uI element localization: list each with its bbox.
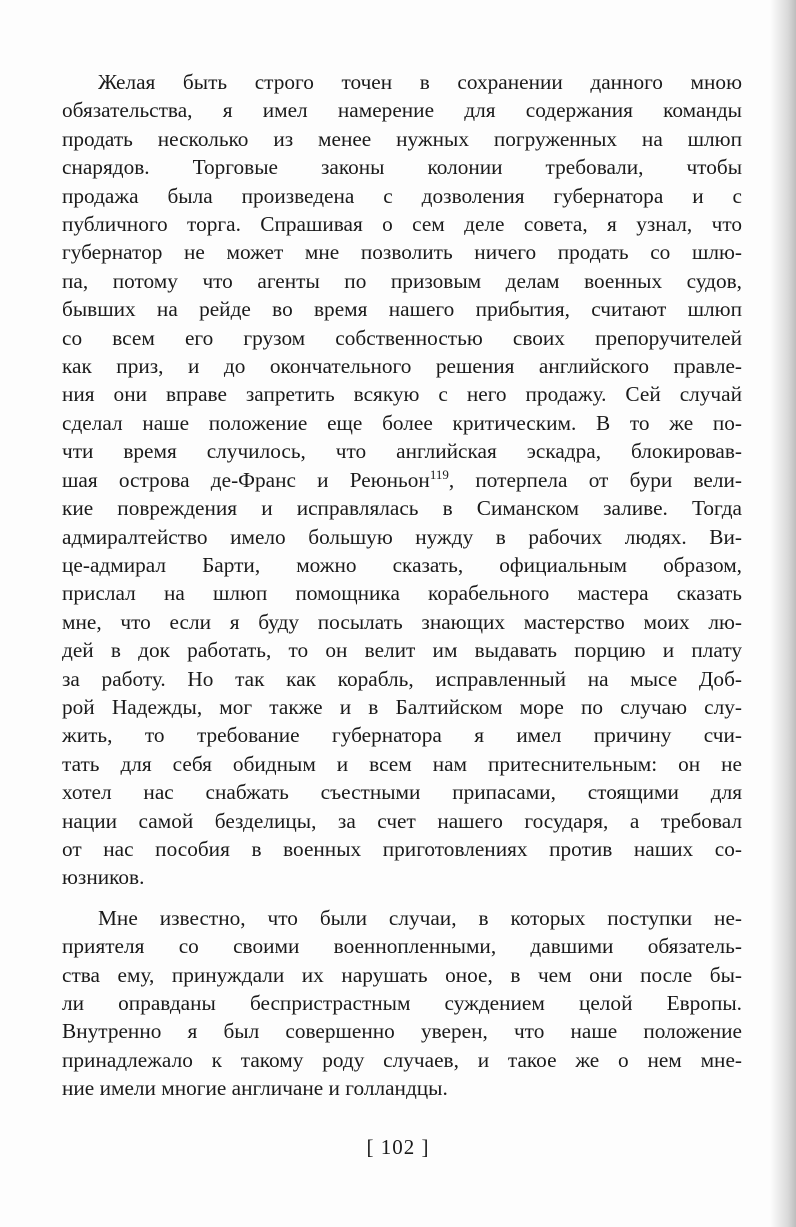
text-line: адмиралтейство имело большую нужду в рабочих людях. Ви- (62, 524, 742, 549)
text-line: ния они вправе запретить всякую с него продажу. Сей случай (62, 382, 742, 407)
text-line: ства ему, принуждали их нарушать оное, в чем они после бы- (62, 962, 742, 987)
text-line: юзников. (62, 865, 145, 890)
text-line: Мне известно, что были случаи, в которых поступки не- (98, 905, 742, 930)
text-line: жить, то требование губернатора я имел причину счи- (62, 723, 742, 748)
text-line: ли оправданы беспристрастным суждением целой Европы. (62, 991, 742, 1015)
text-line: продать несколько из менее нужных погруженных на шлюп (62, 126, 742, 151)
page-binding-shadow (770, 0, 796, 1227)
text-line: со всем его грузом собственностью своих препоручителей (62, 325, 742, 350)
text-line: за работу. Но так как корабль, исправленный на мысе Доб- (62, 666, 742, 691)
text-line: рой Надежды, мог также и в Балтийском море по случаю слу- (62, 694, 742, 719)
text-line: кие повреждения и исправлялась в Симанском заливе. Тогда (62, 496, 742, 521)
text-line: мне, что если я буду посылать знающих мастерство моих лю- (62, 609, 742, 634)
text-line: це-адмирал Барти, можно сказать, официальным образом, (62, 552, 742, 577)
text-line: сделал наше положение еще более критическим. В то же по- (62, 410, 742, 435)
text-line-with-footnote (62, 466, 742, 494)
text-line: от нас пособия в военных приготовлениях против наших со- (62, 836, 742, 861)
text-line: хотел нас снабжать съестными припасами, стоящими для (62, 780, 742, 805)
text-line: продажа была произведена с дозволения губернатора и с (62, 183, 742, 208)
text-line: тать для себя обидным и всем нам притеснительным: он не (62, 751, 742, 776)
text-line: ние имели многие англичане и голландцы. (62, 1076, 448, 1101)
text-line: прислал на шлюп помощника корабельного мастера сказать (62, 581, 742, 606)
text-line: публичного торга. Спрашивая о сем деле совета, я узнал, что (62, 212, 742, 237)
paragraph-2 (62, 904, 742, 1103)
text-line: обязательства, я имел намерение для содержания команды (62, 98, 742, 123)
body-text (62, 68, 742, 1103)
text-line: чти время случилось, что английская эскадра, блокировав- (62, 439, 742, 464)
text-line: снарядов. Торговые законы колонии требовали, чтобы (62, 155, 742, 180)
text-line: принадлежало к такому роду случаев, и такое же о нем мне- (62, 1047, 742, 1072)
text-line: приятеля со своими военнопленными, давшими обязатель- (62, 934, 742, 959)
text-line: Внутренно я был совершенно уверен, что наше положение (62, 1019, 742, 1044)
text-line: губернатор не может мне позволить ничего продать со шлю- (62, 240, 742, 265)
text-line: нации самой безделицы, за счет нашего государя, а требовал (62, 808, 742, 833)
text-line: как приз, и до окончательного решения английского правле- (62, 354, 742, 379)
text-line: дей в док работать, то он велит им выдавать порцию и плату (62, 638, 742, 663)
text-line: бывших на рейде во время нашего прибытия, считают шлюп (62, 297, 742, 322)
text-line: па, потому что агенты по призовым делам военных судов, (62, 268, 742, 293)
page-number: [ 102 ] (366, 1135, 430, 1159)
text-segment: шая острова де-Франс и Реюньон (62, 467, 430, 492)
text-line: Желая быть строго точен в сохранении данного мною (98, 70, 742, 94)
text-segment: , потерпела от бури вели- (448, 467, 742, 492)
footnote-reference[interactable]: 119 (429, 466, 449, 482)
paragraph-1 (62, 68, 742, 892)
